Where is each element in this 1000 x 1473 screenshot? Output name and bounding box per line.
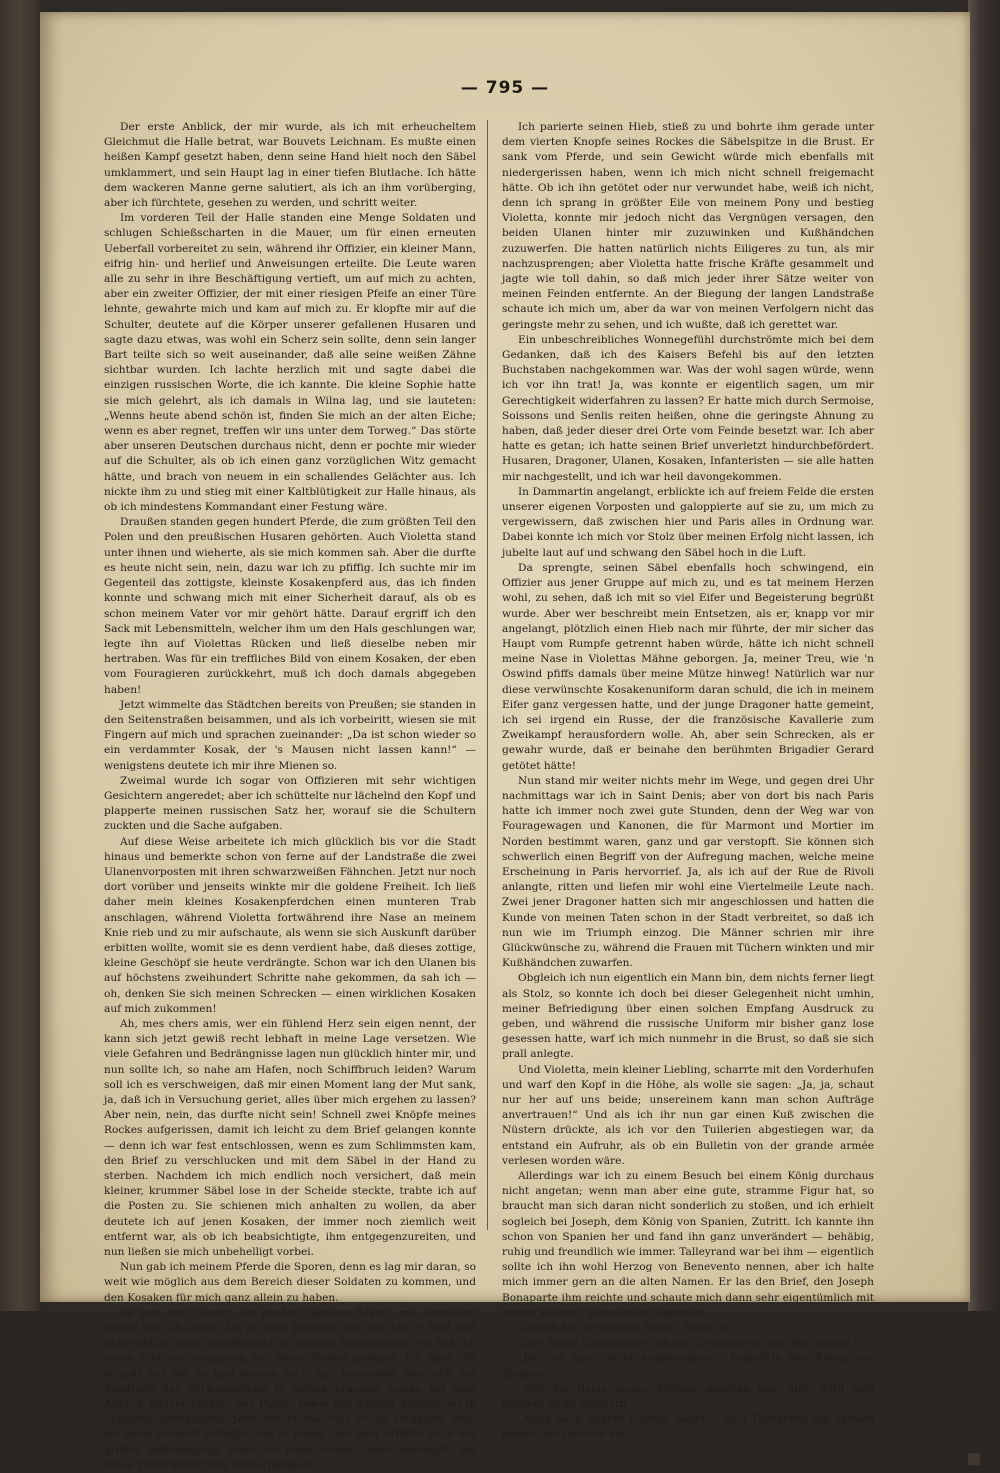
paragraph: Ich parierte seinen Hieb, stieß zu und bohrte ihm gerade unter dem vierten Knopfe seines Rockes die Säbelspitze in die Brust. Er sank vom Pferde, und sein Gewicht würde mich ebenfalls mit niedergerissen haben, wenn ich mich nicht schnell freigemacht hätte. Ob ich ihn getötet oder nur verwundet habe, weiß ich nicht, denn ich sprang in größter Eile von meinem Pony und bestieg Violetta, konnte mir jedoch nicht das Vergnügen versagen, den beiden Ulanen hinter mir zuzuwinken und Kußhändchen zuzuwerfen. Die hatten natürlich nichts Eiligeres zu tun, als mir nachzusprengen; aber Violetta hatte frische Kräfte gesammelt und jagte wie toll dahin, so daß mich jeder ihrer Sätze weiter von meinen Feinden entfernte. An der Biegung der langen Landstraße schaute ich mich um, aber da war von meinen Verfolgern nicht das geringste mehr zu sehen, und ich wußte, daß ich gerettet war. bbox=[502, 121, 874, 331]
paragraph: Auf diese Weise arbeitete ich mich glücklich bis vor die Stadt hinaus und bemerkte schon von ferne auf der Landstraße die zwei Ulanenvorposten mit ihren schwarzweißen Fähnchen. Jetzt nur noch dort vorüber und jenseits winkte mir die goldene Freiheit. Ich ließ daher mein kleines Kosakenpferdchen einen munteren Trab anschlagen, während Violetta fortwährend ihre Nase an meinem Knie rieb und zu mir aufschaute, als wenn sie sich Auskunft darüber erbitten wollte, womit sie es denn verdient habe, daß dieses zottige, kleine Geschöpf sie heute verdrängte. Schon war ich den Ulanen bis auf höchstens zweihundert Schritte nahe gekommen, da sah ich — oh, denken Sie sich meinen Schrecken — einen wirklichen Kosaken auf mich zukommen! bbox=[104, 835, 476, 1015]
paragraph: „Der Major Charpentier von den Grenadieren war der andere.“ bbox=[518, 1337, 859, 1350]
paragraph: Obgleich ich nun eigentlich ein Mann bin, dem nichts ferner liegt als Stolz, so konnte ich doch bei dieser Gelegenheit nicht umhin, meiner Befriedigung über einen solchen Empfang Ausdruck zu geben, und während die russische Uniform mir bisher ganz lose gesessen hatte, warf ich mich nunmehr in die Brust, so daß sie sich prall anlegte. bbox=[502, 972, 874, 1061]
page-number: — 795 — bbox=[460, 78, 550, 98]
corner-mark bbox=[968, 1453, 980, 1465]
paragraph: „Waren Sie der einzige Bote?“ fragte er. bbox=[518, 1322, 734, 1335]
paragraph: Und Violetta, mein kleiner Liebling, scharrte mit den Vorderhufen und warf den Kopf in die Höhe, als wolle sie sagen: „Ja, ja, schaut nur her auf uns beide; unsereinem kann man schon Aufträge anvertrauen!“ Und als ich ihr nun gar einen Kuß zwischen die Nüstern drückte, als ich vor den Tuilerien abgestiegen war, da entstand ein Aufruhr, als ob ein Bulletin von der grande armée verlesen worden wäre. bbox=[502, 1063, 874, 1167]
paragraph: Zweimal wurde ich sogar von Offizieren mit sehr wichtigen Gesichtern angeredet; aber ich schüttelte nur lächelnd den Kopf und plapperte meinen russischen Satz her, worauf sie die Schultern zuckten und die Sache aufgaben. bbox=[104, 774, 476, 833]
paragraph: Draußen standen gegen hundert Pferde, die zum größten Teil den Polen und den preußischen Husaren gehörten. Auch Violetta stand unter ihnen und wieherte, als sie mich kommen sah. Aber die durfte es heute nicht sein, nein, dazu war ich zu pfiffig. Ich suchte mir im Gegenteil das zottigste, kleinste Kosakenpferd aus, das ich finden konnte und schwang mich mit einer Sicherheit darauf, als ob es schon meinem Vater vor mir gehört hätte. Darauf ergriff ich den Sack mit Lebensmitteln, welcher ihm um den Hals geschlungen war, legte ihn auf Violettas Rücken und ließ dieselbe neben mir hertraben. Was für ein treffliches Bild von einem Kosaken, der eben vom Fouragieren zurückkehrt, muß ich doch damals abgegeben haben! bbox=[104, 516, 476, 696]
paragraph: „Wer die Beine seines Pferdes gesehen hat, Sire, wird sich darüber nicht wundern.“ bbox=[502, 1382, 874, 1411]
paragraph: Es war ein Offizier, ein großer, bärtiger Mann, mit derselben Mütze wie ich selbst. Als er mich kommen sah, machte er Halt und unterstützte mich unwillkürlich in meinen Bemühungen, so daß ich einen schönen Vorsprung vor jenen Posten gewann. Ich aber ritt stracks auf ihn zu und konnte recht gut bemerken, wie sich der Ausdruck der Verwunderung in seinen braunen Augen bei dem Anblick meiner Person, des Ponys, sowie der ganzen Ausrüstung in Argwohn verwandelte. Jetzt rief er mir eine Frage entgegen, und, als keine Antwort erfolgte, zog er blank. Das aber erfüllte mich mit großer Befriedigung; denn ich habe immer lieber gekämpft, als einen Feind hinterlistig niedergehauen. bbox=[104, 1306, 476, 1471]
paragraph: Da sprengte, seinen Säbel ebenfalls hoch schwingend, ein Offizier aus jener Gruppe auf mich zu, und es tat meinem Herzen wohl, zu sehen, daß ich mit so viel Eifer und Begeisterung begrüßt wurde. Aber wer beschreibt mein Entsetzen, als er, knapp vor mir angelangt, plötzlich einen Hieb nach mir führte, der mir sicher das Haupt vom Rumpfe getrennt haben würde, hätte ich nicht schnell meine Nase in Violettas Mähne geborgen. Ja, meiner Treu, wie 'n Oswind pfiffs damals über meine Mütze hinweg! Natürlich war nur diese verwünschte Kosakenuniform daran schuld, die ich in meinem Eifer ganz vergessen hatte, und der junge Dragoner hatte gemeint, ich sei irgend ein Russe, der die französische Kavallerie zum Zweikampf herausfordern wolle. Ah, aber sein Schrecken, als er gewahr wurde, daß er beinahe den berühmten Brigadier Gerard getötet hätte! bbox=[502, 561, 874, 772]
paragraph: Im vorderen Teil der Halle standen eine Menge Soldaten und schlugen Schießscharten in die Mauer, um für einen erneuten Ueberfall vorbereitet zu sein, während ihr Offizier, ein kleiner Mann, eifrig hin- und herlief und Anweisungen erteilte. Die Leute waren alle zu sehr in ihre Beschäftigung vertieft, um auf mich zu achten, aber ein zweiter Offizier, der mit einer riesigen Pfeife an einer Türe lehnte, gewahrte mich und kam auf mich zu. Er klopfte mir auf die Schulter, deutete auf die Körper unserer gefallenen Husaren und sagte dazu etwas, was wohl ein Scherz sein sollte, denn sein langer Bart teilte sich so weit auseinander, daß alle seine weißen Zähne sichtbar wurden. Ich lachte herzlich mit und sagte dabei die einzigen russischen Worte, die ich kannte. Die kleine Sophie hatte sie mich gelehrt, als ich damals in Wilna lag, und sie lauteten: „Wenns heute abend schön ist, finden Sie mich an der alten Eiche; wenn es aber regnet, treffen wir uns unter dem Torweg.“ Das störte aber unseren Deutschen durchaus nicht, denn er pochte mir wieder auf die Schulter, als ob ich einen ganz vorzüglichen Witz gemacht hätte, und brach von neuem in ein schallendes Gelächter aus. Ich nickte ihm zu und stieg mit einer Kaltblütigkeit zur Halle hinaus, als ob ich mindestens Kommandant einer Festung wäre. bbox=[104, 212, 476, 514]
paragraph: Ah, mes chers amis, wer ein fühlend Herz sein eigen nennt, der kann sich jetzt gewiß recht lebhaft in meine Lage versetzen. Wie viele Gefahren und Bedrängnisse lagen nun glücklich hinter mir, und nun sollte ich, so nahe am Hafen, noch Schiffbruch leiden? Warum soll ich es verschweigen, daß mir einen Moment lang der Mut sank, ja, daß ich in Versuchung geriet, alles über mich ergehen zu lassen? Aber nein, nein, das durfte nicht sein! Schnell zwei Knöpfe meines Rockes aufgerissen, damit ich leicht zu dem Brief gelangen konnte — denn ich war fest entschlossen, wenn es zum Schlimmsten kam, den Brief zu verschlucken und mit dem Säbel in der Hand zu sterben. Nachdem ich mich endlich noch versichert, daß mein kleiner, krummer Säbel lose in der Scheide steckte, trabte ich auf die Posten zu. Sie schienen mich anhalten zu wollen, da aber deutete ich auf jenen Kosaken, der immer noch ziemlich weit entfernt war, als ob ich beabsichtigte, ihm entgegenzureiten, und nun ließen sie mich unbehelligt vorbei. bbox=[104, 1017, 476, 1259]
paragraph: „Der ist noch nicht angekommen,“ bemerkte der König von Spanien. bbox=[502, 1352, 874, 1380]
paragraph: Nun gab ich meinem Pferde die Sporen, denn es lag mir daran, so weit wie möglich aus dem Bereich dieser Soldaten zu kommen, und den Kosaken für mich ganz allein zu haben. bbox=[104, 1261, 476, 1304]
paragraph: „Kann auch andere Gründe haben,“ warf Talleyrand mit seinem komischen Lächeln ein. bbox=[502, 1413, 874, 1441]
book-binding bbox=[968, 0, 1000, 1311]
paragraph: Der erste Anblick, der mir wurde, als ich mit erheucheltem Gleichmut die Halle betrat, war Bouvets Leichnam. Es mußte einen heißen Kampf gesetzt haben, denn seine Hand hielt noch den Säbel umklammert, und sein Haupt lag in einer tiefen Blutlache. Ich hätte dem wackeren Manne gerne salutiert, als ich an ihm vorüberging, aber ich fürchtete, gesehen zu werden, und schritt weiter. bbox=[104, 121, 476, 210]
left-column bbox=[104, 120, 476, 1471]
paragraph: Nun stand mir weiter nichts mehr im Wege, und gegen drei Uhr nachmittags war ich in Saint Denis; aber von dort bis nach Paris hatte ich immer noch zwei gute Stunden, denn der Weg war von Fouragewagen und Kanonen, die für Marmont und Mortier im Norden bestimmt waren, ganz und gar verstopft. Sie können sich schwerlich einen Begriff von der Aufregung machen, welche meine Erscheinung in Paris hervorrief. Ja, als ich auf der Rue de Rivoli anlangte, ritten und liefen mir wohl eine Viertelmeile Leute nach. Zwei jener Dragoner hatten sich mir angeschlossen und hatten die Kunde von meinen Taten schon in der Stadt verbreitet, so daß ich nun wie im Triumph einzog. Die Männer schrien mir ihre Glückwünsche zu, während die Frauen mit Tüchern winkten und mir Kußhändchen zuwarfen. bbox=[502, 774, 874, 970]
paragraph: Jetzt wimmelte das Städtchen bereits von Preußen; sie standen in den Seitenstraßen beisammen, und als ich vorbeiritt, wiesen sie mit Fingern auf mich und sprachen zueinander: „Da ist schon wieder so ein verdammter Kosak, der 's Mausen nicht lassen kann!“ — wenigstens deutete ich mir ihre Mienen so. bbox=[104, 698, 476, 772]
paragraph: In Dammartin angelangt, erblickte ich auf freiem Felde die ersten unserer eigenen Vorposten und galoppierte auf sie zu, um mich zu vergewissern, daß zwischen hier und Paris alles in Ordnung war. Dabei konnte ich mich vor Stolz über meinen Erfolg nicht lassen, ich jubelte laut auf und schwang den Säbel hoch in die Luft. bbox=[502, 485, 874, 559]
paragraph: Allerdings war ich zu einem Besuch bei einem König durchaus nicht angetan; wenn man aber eine gute, stramme Figur hat, so braucht man sich daran nicht sonderlich zu stoßen, und ich erhielt sogleich bei Joseph, dem König von Spanien, Zutritt. Ich kannte ihn schon von Spanien her und fand ihn ganz unverändert — behäbig, ruhig und freundlich wie immer. Talleyrand war bei ihm — eigentlich sollte ich ihn wohl Herzog von Benevento nennen, aber ich halte mich immer gern an die alten Namen. Er las den Brief, den Joseph Bonaparte ihm reichte und schaute mich dann sehr eigentümlich mit seinen kleinen, blinzelnden Augen an. bbox=[502, 1170, 874, 1319]
column-divider bbox=[487, 120, 488, 1230]
right-column bbox=[502, 120, 874, 1441]
paragraph: Ein unbeschreibliches Wonnegefühl durchströmte mich bei dem Gedanken, daß ich des Kaisers Befehl bis auf den letzten Buchstaben nachgekommen war. Was der wohl sagen würde, wenn ich vor ihn trat! Ja, was konnte er eigentlich sagen, um mir Gerechtigkeit widerfahren zu lassen? Er hatte mich durch Sermoise, Soissons und Senlis reiten heißen, ohne die geringste Ahnung zu haben, daß jeder dieser drei Orte vom Feinde besetzt war. Ich aber hatte es getan; ich hatte seinen Brief unverletzt hindurchbefördert. Husaren, Dragoner, Ulanen, Kosaken, Infanteristen — sie alle hatten mir nachgestellt, und ich war heil davongekommen. bbox=[502, 333, 874, 483]
scanned-page bbox=[40, 12, 970, 1471]
